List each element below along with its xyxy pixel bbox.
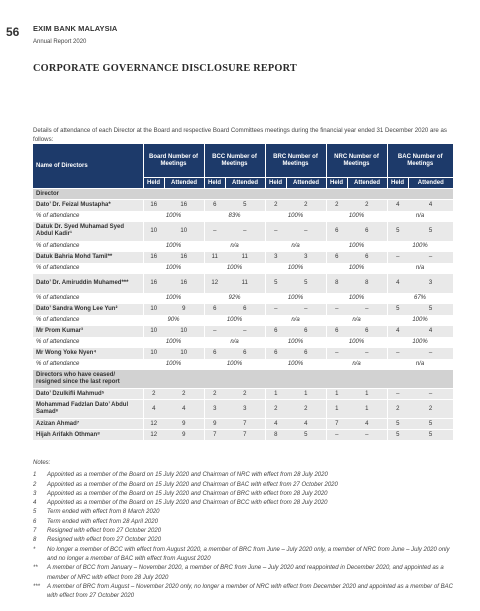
group-filler-cell — [204, 370, 225, 389]
attendance-percentage: 92% — [204, 293, 265, 304]
attended-count: 6 — [286, 348, 326, 359]
attended-count: 2 — [225, 389, 265, 400]
held-count: 9 — [204, 419, 225, 430]
note-item — [33, 536, 453, 545]
attendance-percentage: 100% — [387, 241, 453, 252]
note-item — [33, 471, 453, 480]
attendance-percentage: 100% — [143, 263, 204, 274]
held-count: 5 — [387, 222, 408, 241]
notes-list — [33, 471, 453, 601]
held-count: 16 — [143, 252, 164, 263]
group-filler-cell — [347, 189, 387, 200]
attendance-percentage: n/a — [326, 315, 387, 326]
group-filler-cell — [164, 370, 204, 389]
attended-count: 1 — [347, 400, 387, 419]
attended-count: 6 — [225, 348, 265, 359]
attended-count: 2 — [408, 400, 453, 419]
attendance-percentage: 100% — [265, 211, 326, 222]
held-count: – — [387, 252, 408, 263]
group-filler-cell — [204, 189, 225, 200]
held-count: 7 — [204, 430, 225, 441]
note-text: Appointed as a member of the Board on 15 July 2020 and Chairman of BAC with effect from 27 October 2020 — [47, 481, 338, 488]
held-count: 10 — [143, 222, 164, 241]
attended-count: – — [347, 430, 387, 441]
attendance-table-body — [33, 189, 453, 441]
attendance-percentage: 100% — [326, 293, 387, 304]
held-count: 4 — [265, 419, 286, 430]
attendance-percentage: 100% — [326, 241, 387, 252]
held-count: 6 — [265, 348, 286, 359]
attended-count: – — [225, 222, 265, 241]
note-item — [33, 564, 453, 583]
note-item — [33, 508, 453, 517]
attended-count: 4 — [286, 419, 326, 430]
note-item — [33, 499, 453, 508]
attended-count: 16 — [164, 200, 204, 211]
group-filler-cell — [326, 370, 347, 389]
attended-count: 3 — [225, 400, 265, 419]
attendance-percentage-row — [33, 337, 453, 348]
bank-name: EXIM BANK MALAYSIA — [33, 24, 118, 33]
attendance-percentage: 100% — [387, 315, 453, 326]
attendance-percentage: 100% — [143, 293, 204, 304]
group-title: Directors who have ceased/ resigned since the last report — [33, 370, 143, 389]
held-header: Held — [387, 178, 408, 189]
director-row — [33, 419, 453, 430]
director-name: Datuk Bahria Mohd Tamil** — [33, 252, 143, 263]
attended-count: 10 — [164, 348, 204, 359]
attended-count: 2 — [286, 200, 326, 211]
held-count: – — [326, 430, 347, 441]
note-item — [33, 583, 453, 602]
held-count: – — [265, 304, 286, 315]
group-header-row — [33, 370, 453, 389]
attended-count: 4 — [347, 419, 387, 430]
note-item — [33, 527, 453, 536]
attended-count: 5 — [408, 304, 453, 315]
attendance-percentage: 100% — [204, 359, 265, 370]
held-count: 2 — [204, 389, 225, 400]
attended-count: 8 — [347, 274, 387, 293]
attended-count: 2 — [164, 389, 204, 400]
attendance-percentage-label: % of attendance — [33, 263, 143, 274]
attended-count: – — [408, 389, 453, 400]
attended-count: 4 — [408, 200, 453, 211]
attendance-percentage: 100% — [265, 337, 326, 348]
director-row — [33, 222, 453, 241]
group-filler-cell — [265, 370, 286, 389]
held-count: 12 — [204, 274, 225, 293]
held-count: 5 — [387, 430, 408, 441]
note-marker: 5 — [33, 509, 37, 516]
attendance-percentage: n/a — [387, 359, 453, 370]
attended-count: 6 — [347, 252, 387, 263]
group-filler-cell — [326, 189, 347, 200]
held-count: 3 — [204, 400, 225, 419]
attendance-table — [33, 144, 453, 440]
held-count: 2 — [326, 200, 347, 211]
held-count: 12 — [143, 430, 164, 441]
attendance-percentage: 67% — [387, 293, 453, 304]
attendance-percentage-label: % of attendance — [33, 359, 143, 370]
page-number: 56 — [6, 25, 20, 39]
attendance-percentage: 100% — [143, 337, 204, 348]
held-count: – — [326, 348, 347, 359]
attendance-percentage: 100% — [265, 263, 326, 274]
attendance-percentage-row — [33, 293, 453, 304]
held-count: – — [326, 304, 347, 315]
held-count: 2 — [265, 200, 286, 211]
attended-count: 11 — [225, 274, 265, 293]
attendance-percentage: n/a — [265, 315, 326, 326]
brc-meetings-header: BRC Number of Meetings — [265, 144, 326, 178]
attended-header: Attended — [164, 178, 204, 189]
attended-count: 5 — [225, 200, 265, 211]
held-count: 4 — [387, 274, 408, 293]
attended-count: – — [286, 222, 326, 241]
held-count: 2 — [143, 389, 164, 400]
note-text: No longer a member of BCC with effect from August 2020, a member of BRC from June – July 2020 only, a member of NRC from June – July 2020 only and no longer a member of BAC with effect from August 2020 — [47, 546, 450, 562]
attended-count: 1 — [347, 389, 387, 400]
note-text: Resigned with effect from 27 October 2020 — [47, 528, 162, 535]
attended-count: 2 — [347, 200, 387, 211]
director-row — [33, 348, 453, 359]
held-count: 16 — [143, 200, 164, 211]
held-count: 4 — [387, 326, 408, 337]
note-item — [33, 518, 453, 527]
group-filler-cell — [164, 189, 204, 200]
attended-count: – — [286, 304, 326, 315]
note-marker: ** — [33, 565, 38, 572]
attended-count: 9 — [164, 430, 204, 441]
group-title: Director — [33, 189, 143, 200]
held-count: 6 — [326, 252, 347, 263]
director-row — [33, 326, 453, 337]
attended-count: 5 — [408, 430, 453, 441]
note-item — [33, 481, 453, 490]
held-count: 6 — [204, 200, 225, 211]
group-filler-cell — [408, 370, 453, 389]
attendance-percentage: 100% — [326, 263, 387, 274]
attended-count: 4 — [164, 400, 204, 419]
notes-label: Notes: — [33, 460, 51, 466]
held-count: – — [204, 222, 225, 241]
attendance-percentage: n/a — [204, 337, 265, 348]
director-row — [33, 274, 453, 293]
note-text: A member of BRC from August – November 2020 only, no longer a member of NRC with effect from December 2020 and appointed as a member of BAC with effect from 27 October 2020 — [47, 583, 453, 600]
director-row — [33, 304, 453, 315]
attended-count: 5 — [286, 430, 326, 441]
held-count: 2 — [265, 400, 286, 419]
held-count: 1 — [326, 389, 347, 400]
group-filler-cell — [387, 189, 408, 200]
director-row — [33, 430, 453, 441]
attendance-percentage: n/a — [387, 211, 453, 222]
group-filler-cell — [265, 189, 286, 200]
board-meetings-header: Board Number of Meetings — [143, 144, 204, 178]
attendance-percentage-row — [33, 315, 453, 326]
attended-count: 10 — [164, 222, 204, 241]
held-count: 7 — [326, 419, 347, 430]
group-header-row — [33, 189, 453, 200]
group-filler-cell — [225, 189, 265, 200]
attended-count: 1 — [286, 389, 326, 400]
note-text: Term ended with effect from 28 April 2020 — [47, 518, 158, 525]
held-count: 6 — [204, 348, 225, 359]
held-header: Held — [265, 178, 286, 189]
director-row — [33, 400, 453, 419]
note-text: A member of BCC from January – November 2020, a member of BRC from June – July 2020 and reappointed in December 2020, and appointed as a member of NRC with effect from 28 July 2020 — [47, 565, 444, 581]
attended-header: Attended — [225, 178, 265, 189]
attendance-percentage: 100% — [204, 315, 265, 326]
group-filler-cell — [225, 370, 265, 389]
director-name: Mr Wong Yoke Nyen⁴ — [33, 348, 143, 359]
attended-count: 5 — [408, 222, 453, 241]
note-marker: * — [33, 546, 36, 553]
attended-count: 6 — [347, 326, 387, 337]
attendance-percentage: 100% — [326, 337, 387, 348]
attended-count: – — [347, 348, 387, 359]
director-row — [33, 200, 453, 211]
held-count: 10 — [143, 304, 164, 315]
attended-count: 9 — [164, 419, 204, 430]
director-name: Datuk Dr. Syed Muhamad Syed Abdul Kadir¹ — [33, 222, 143, 241]
director-row — [33, 252, 453, 263]
attended-count: – — [408, 348, 453, 359]
attended-count: 7 — [225, 419, 265, 430]
attendance-percentage: 100% — [143, 241, 204, 252]
attendance-percentage-row — [33, 241, 453, 252]
held-count: 6 — [204, 304, 225, 315]
held-count: 4 — [143, 400, 164, 419]
nrc-meetings-header: NRC Number of Meetings — [326, 144, 387, 178]
attendance-percentage: 100% — [143, 211, 204, 222]
held-count: – — [387, 389, 408, 400]
director-name: Dato’ Dzulkifli Mahmud⁵ — [33, 389, 143, 400]
note-item — [33, 490, 453, 499]
attended-count: 11 — [225, 252, 265, 263]
attendance-percentage: n/a — [265, 241, 326, 252]
held-header: Held — [204, 178, 225, 189]
held-count: – — [265, 222, 286, 241]
held-count: 4 — [387, 200, 408, 211]
attendance-percentage: 83% — [204, 211, 265, 222]
attendance-percentage: 100% — [387, 337, 453, 348]
attendance-percentage: n/a — [326, 359, 387, 370]
attended-count: 6 — [286, 326, 326, 337]
bcc-meetings-header: BCC Number of Meetings — [204, 144, 265, 178]
held-count: 10 — [143, 348, 164, 359]
attended-count: – — [347, 304, 387, 315]
attendance-percentage: 100% — [265, 293, 326, 304]
held-count: – — [204, 326, 225, 337]
attended-count: 16 — [164, 252, 204, 263]
director-name: Mr Prom Kumar³ — [33, 326, 143, 337]
note-text: Term ended with effect from 8 March 2020 — [47, 509, 160, 516]
note-marker: 4 — [33, 500, 37, 507]
note-text: Appointed as a member of the Board on 15 July 2020 and Chairman of NRC with effect from 28 July 2020 — [47, 472, 328, 479]
group-filler-cell — [143, 370, 164, 389]
section-title: CORPORATE GOVERNANCE DISCLOSURE REPORT — [33, 63, 297, 74]
director-row — [33, 389, 453, 400]
attended-count: 16 — [164, 274, 204, 293]
note-marker: 1 — [33, 472, 37, 479]
attendance-percentage: n/a — [387, 263, 453, 274]
attended-header: Attended — [408, 178, 453, 189]
attended-count: 6 — [225, 304, 265, 315]
held-count: 6 — [326, 222, 347, 241]
note-text: Appointed as a member of the Board on 15 July 2020 and Chairman of BCC with effect from 28 July 2020 — [47, 500, 328, 507]
note-marker: *** — [33, 583, 41, 590]
attendance-percentage-row — [33, 211, 453, 222]
attendance-percentage: 100% — [265, 359, 326, 370]
held-count: 3 — [265, 252, 286, 263]
attendance-percentage: n/a — [204, 241, 265, 252]
director-name: Dato’ Dr. Amiruddin Muhamed*** — [33, 274, 143, 293]
held-count: 10 — [143, 326, 164, 337]
held-count: 5 — [387, 304, 408, 315]
group-filler-cell — [408, 189, 453, 200]
held-header: Held — [326, 178, 347, 189]
attended-count: 6 — [347, 222, 387, 241]
director-name: Hijah Arifakh Othman⁸ — [33, 430, 143, 441]
held-count: 8 — [326, 274, 347, 293]
note-marker: 7 — [33, 528, 37, 535]
attended-count: 10 — [164, 326, 204, 337]
held-count: 8 — [265, 430, 286, 441]
held-count: 5 — [265, 274, 286, 293]
note-text: Resigned with effect from 27 October 2020 — [47, 537, 162, 544]
attendance-percentage-label: % of attendance — [33, 211, 143, 222]
bac-meetings-header: BAC Number of Meetings — [387, 144, 453, 178]
director-name: Azizan Ahmad⁷ — [33, 419, 143, 430]
held-count: 12 — [143, 419, 164, 430]
group-filler-cell — [286, 189, 326, 200]
attended-count: 4 — [408, 326, 453, 337]
held-count: – — [387, 348, 408, 359]
attendance-percentage-label: % of attendance — [33, 315, 143, 326]
attendance-percentage-row — [33, 263, 453, 274]
group-filler-cell — [143, 189, 164, 200]
held-count: 6 — [326, 326, 347, 337]
group-filler-cell — [387, 370, 408, 389]
held-count: 1 — [265, 389, 286, 400]
attended-count: 3 — [286, 252, 326, 263]
director-name: Mohammad Fadzlan Dato’ Abdul Samad⁶ — [33, 400, 143, 419]
notes-section — [33, 459, 453, 601]
attended-count: – — [408, 252, 453, 263]
held-count: 16 — [143, 274, 164, 293]
held-count: 2 — [387, 400, 408, 419]
note-marker: 3 — [33, 490, 37, 497]
attendance-percentage: 100% — [143, 359, 204, 370]
held-count: 5 — [387, 419, 408, 430]
attended-header: Attended — [286, 178, 326, 189]
attended-count: 9 — [164, 304, 204, 315]
attendance-percentage: 100% — [204, 263, 265, 274]
attended-count: 3 — [408, 274, 453, 293]
attended-count: 5 — [286, 274, 326, 293]
attended-count: – — [225, 326, 265, 337]
note-text: Appointed as a member of the Board on 15 July 2020 and Chairman of BRC with effect from 28 July 2020 — [47, 490, 328, 497]
attendance-percentage-row — [33, 359, 453, 370]
note-marker: 8 — [33, 537, 37, 544]
note-marker: 6 — [33, 518, 37, 525]
note-item — [33, 546, 453, 565]
attendance-percentage: 100% — [326, 211, 387, 222]
group-filler-cell — [286, 370, 326, 389]
attendance-percentage-label: % of attendance — [33, 337, 143, 348]
name-column-header: Name of Directors — [36, 162, 88, 169]
attendance-percentage-label: % of attendance — [33, 241, 143, 252]
note-marker: 2 — [33, 481, 37, 488]
attended-count: 5 — [408, 419, 453, 430]
attended-count: 7 — [225, 430, 265, 441]
director-name: Dato’ Dr. Feizal Mustapha* — [33, 200, 143, 211]
attendance-percentage-label: % of attendance — [33, 293, 143, 304]
attended-count: 2 — [286, 400, 326, 419]
director-name: Dato’ Sandra Wong Lee Yun² — [33, 304, 143, 315]
group-filler-cell — [347, 370, 387, 389]
held-count: 1 — [326, 400, 347, 419]
attended-header: Attended — [347, 178, 387, 189]
held-count: 11 — [204, 252, 225, 263]
attendance-percentage: 90% — [143, 315, 204, 326]
held-header: Held — [143, 178, 164, 189]
held-count: 6 — [265, 326, 286, 337]
intro-paragraph: Details of attendance of each Director at the Board and respective Board Committees meetings during the financial year ended 31 December 2020 are as follows: — [33, 127, 447, 143]
report-name: Annual Report 2020 — [33, 39, 87, 45]
